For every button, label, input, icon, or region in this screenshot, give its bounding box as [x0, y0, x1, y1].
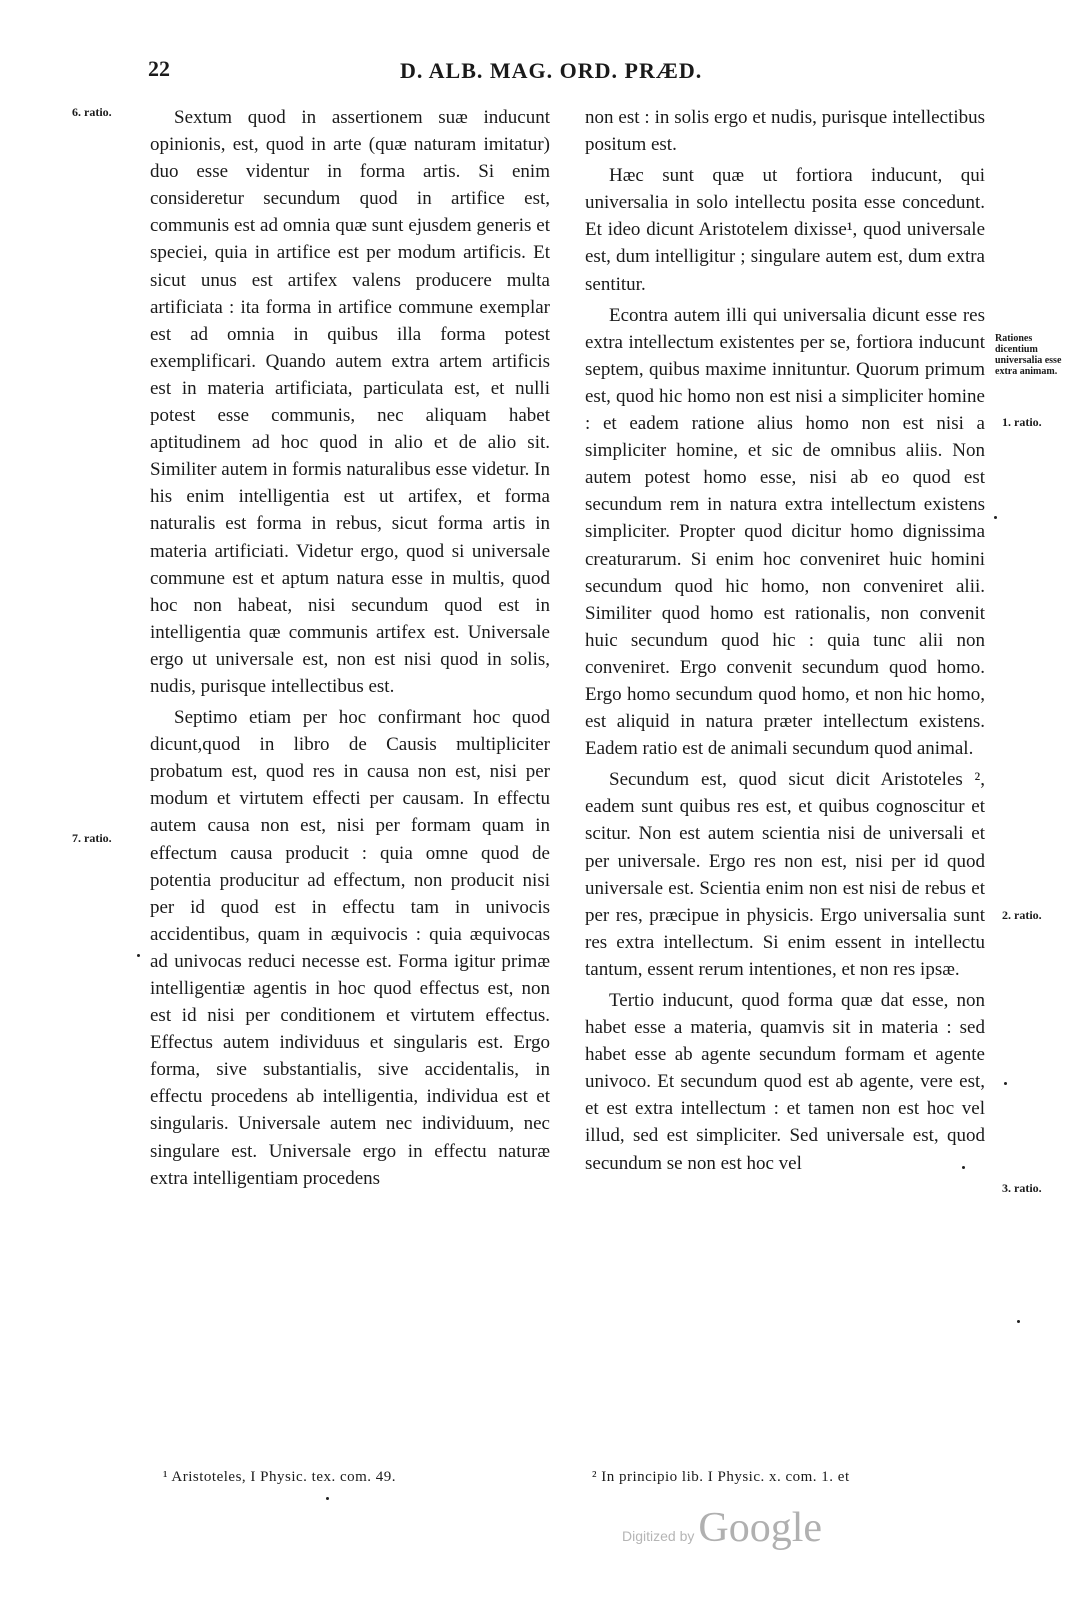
paragraph-tertio: Tertio inducunt, quod forma quæ dat esse, non habet esse a materia, quamvis sit in materia : sed habet esse ab agente secundum formam et agente univoco. Et secundum quod est ab agente, vere est, et est extra intellectum : et tamen non est hoc vel illud, sed est simpliciter. Sed universale est, quod secundum se non est hoc vel [585, 990, 985, 1174]
right-column [585, 104, 985, 1181]
paragraph-septimo: Septimo etiam per hoc confirmant hoc quod dicunt,quod in libro de Causis multipliciter probatum est, quod res in causa non est, nisi per modum et virtutem effecti per causam. In effectu autem causa non est, nisi per formam quam in effectum causa producit : quia omne quod de potentia producitur ad effectum, non producit nisi per id quod est in effectu tam in univocis accidentibus, quam in æquivocis : quia æquivocas ad univocas reduci necesse est. Forma igitur primæ intelligentiæ agentis in hoc quod effectus est, non est id nisi per conditionem et virtutem effectus. Effectus autem individuus et singularis est. Ergo forma, sive substantialis, sive accidentalis, in effectu procedens ab intelligentia, individua est et singularis. Universale autem nec individuum, nec singulare est. Universale ergo in effectu naturæ extra intelligentiam procedens [150, 707, 550, 1189]
footnote-left: ¹ Aristoteles, I Physic. tex. com. 49. [163, 1469, 397, 1485]
digitized-by-watermark [622, 1504, 822, 1564]
google-logo: Google [698, 1505, 823, 1551]
scan-speck [1017, 1320, 1020, 1323]
margin-note-ratio-6: 6. ratio. [72, 105, 112, 119]
digitized-by-text: Digitized by [622, 1528, 695, 1544]
scan-speck [1004, 1082, 1007, 1085]
paragraph-econtra: Econtra autem illi qui universalia dicunt esse res extra intellectum existentes per se, fortiora inducunt septem, quibus maxime innituntur. Quorum primum est, quod hic homo non est nisi a simpliciter homine : et eadem ratione alius homo non est nisi a simpliciter homine, et sic de omnibus aliis. Non autem potest homo esse, nisi ab eo quod est secundum rem in natura extra intellectum existens simpliciter. Propter quod dicitur homo dignissima creaturarum. Si enim hoc conveniret huic homini secundum quod hic homo, non conveniret alii. Similiter quod homo est rationalis, non convenit huic secundum quod hic : quia tunc alii non conveniret. Ergo convenit secundum quod homo. Ergo homo secundum quod homo, et non hic homo, est aliquid in natura præter intellectum existens. Eadem ratio est de animali secundum quod animal. [585, 304, 985, 760]
paragraph-continuation: non est : in solis ergo et nudis, purisque intellectibus positum est. [585, 107, 985, 156]
footnote-right: ² In principio lib. I Physic. x. com. 1. et [592, 1469, 850, 1485]
scan-speck [994, 516, 997, 519]
margin-note-ratio-2: 2. ratio. [1002, 908, 1042, 922]
margin-note-ratio-3: 3. ratio. [1002, 1181, 1042, 1195]
paragraph-secundum: Secundum est, quod sicut dicit Aristoteles ², eadem sunt quibus res est, et quibus cognoscitur et scitur. Non est autem scientia nisi de universali et per universale. Ergo res non est, nisi per id quod universale est. Scientia enim non est nisi de rebus et per res, præcipue in physicis. Ergo universalia sunt res extra intellectum. Si enim essent in intellectu tantum, essent rerum intentiones, et non res ipsæ. [585, 769, 985, 980]
page-number: 22 [148, 56, 170, 81]
margin-note-rationes: Rationes dicentium universalia esse extra animam. [995, 333, 1062, 377]
left-column [150, 104, 550, 1196]
margin-note-ratio-7: 7. ratio. [72, 831, 112, 845]
margin-note-ratio-1: 1. ratio. [1002, 415, 1042, 429]
scan-speck [962, 1166, 965, 1169]
paragraph-sextum: Sextum quod in assertionem suæ inducunt opinionis, est, quod in arte (quæ naturam imitatur) duo esse videntur in forma artis. Si enim consideretur secundum quod in artifice est, communis est ad omnia quæ sunt ejusdem generis et speciei, quia in artifice est per modum artificis. Et sicut unus est artifex valens producere multa artificiata : ita forma in artifice commune exemplar est ad omnia in quibus illa forma potest exemplificari. Quando autem extra artem artificis est in materia artificiata, particulata est, et nulli potest esse communis, nec aliquam habet aptitudinem ad hoc quod in alio et de alio sit. Similiter autem in formis naturalibus esse videtur. In his enim intelligentia est ut artifex, et forma naturalis est forma in rebus, sicut forma artis in materia artificiati. Videtur ergo, quod si universale commune est et aptum natura esse in multis, quod hoc non habeat, nisi secundum quod est in intelligentia quæ communis artifex est. Universale ergo ut universale est, non est nisi quod in solis, nudis, purisque intellectibus est. [150, 107, 550, 697]
scan-speck [326, 1497, 329, 1500]
running-head: D. ALB. MAG. ORD. PRÆD. [400, 58, 703, 83]
scan-speck [137, 954, 140, 957]
paragraph-haec-sunt: Hæc sunt quæ ut fortiora inducunt, qui universalia in solo intellectu posita esse concedunt. Et ideo dicunt Aristotelem dixisse¹, quod universale est, dum intelligitur ; singulare autem est, dum extra sentitur. [585, 165, 985, 295]
